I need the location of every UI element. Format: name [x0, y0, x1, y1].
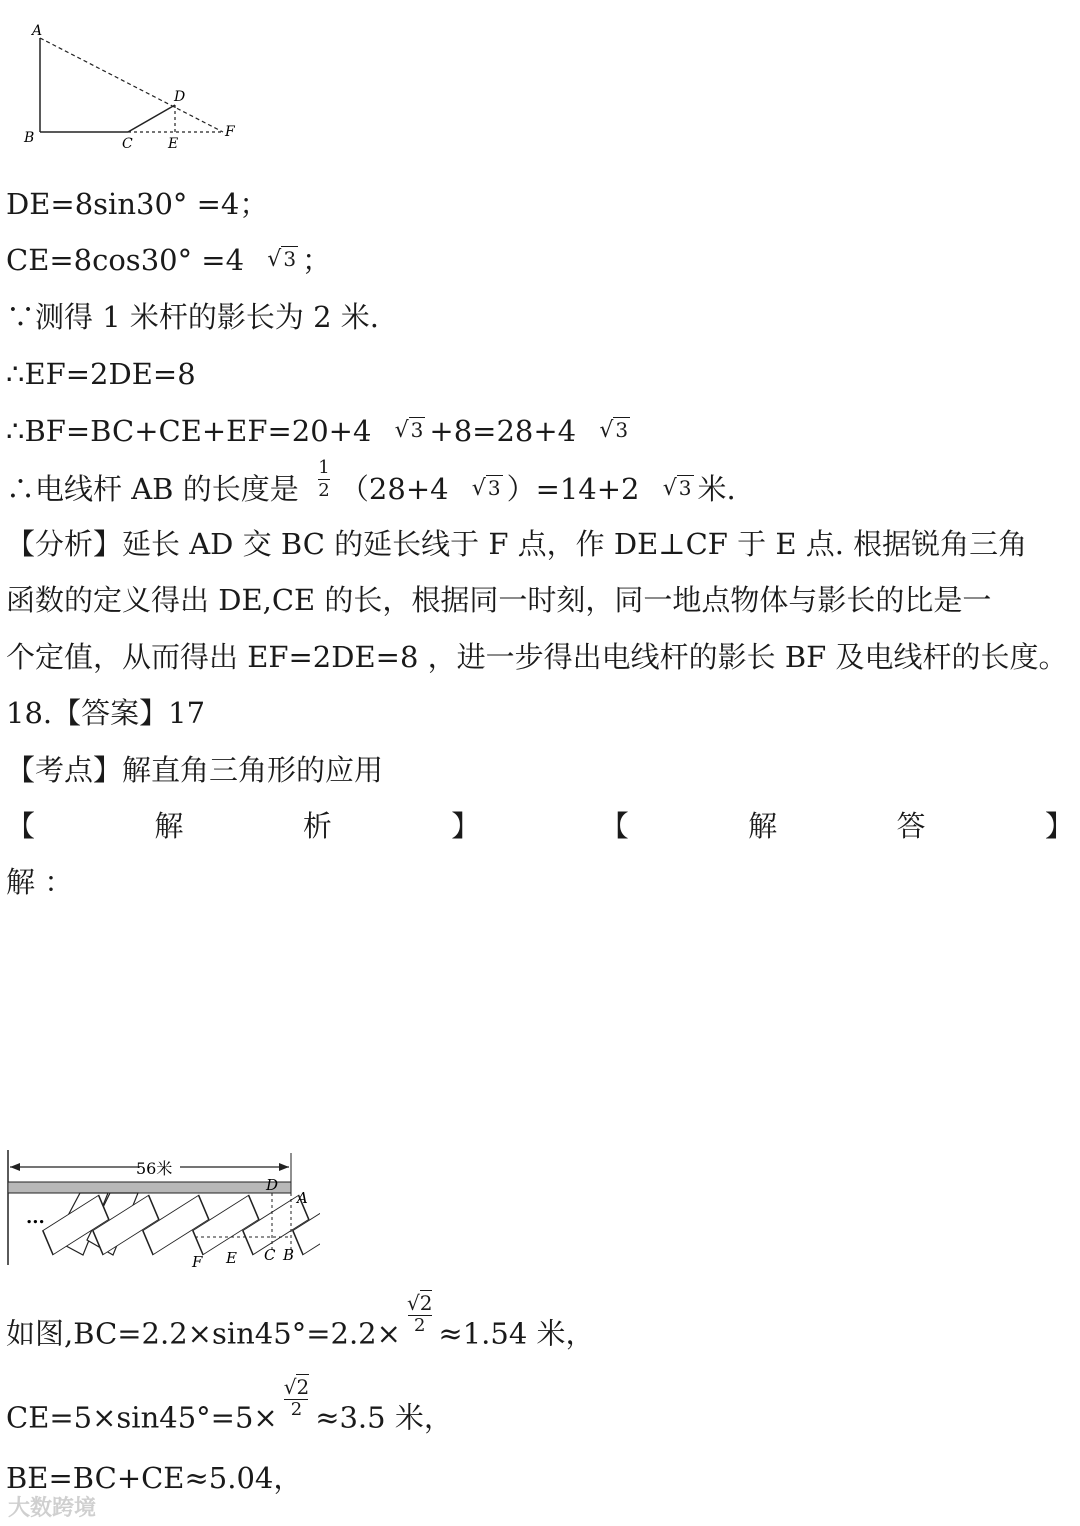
dots-label: ...	[26, 1207, 45, 1228]
sqrt-3: √ 3	[599, 418, 629, 443]
analysis-line-2: 函数的定义得出 DE,CE 的长，根据同一时刻，同一地点物体与影长的比是一	[6, 583, 992, 617]
label-D: D	[174, 89, 186, 105]
dimension-label: 56米	[136, 1159, 173, 1178]
label-B: B	[283, 1246, 295, 1264]
analysis-line-3: 个定值，从而得出 EF=2DE=8 ，进一步得出电线杆的影长 BF 及电线杆的长度。	[6, 640, 1068, 674]
figure-shadow-diagram	[18, 20, 248, 150]
label-F: F	[192, 1253, 203, 1270]
sqrt-3: √ 3	[267, 247, 297, 272]
line-be: BE=BC+CE≈5.04，	[6, 1461, 303, 1495]
label-A: A	[32, 23, 43, 39]
line-bc: 如图,BC=2.2×sin45°=2.2× $\frac{√2}{2}$ ≈1.54 米，	[6, 1291, 595, 1351]
label-E: E	[226, 1249, 237, 1267]
analysis-answer-header: 【 解 析 】 【 解 答 】	[6, 809, 1074, 843]
fraction-sqrt2-over-2: $\frac{√2}{2}$	[283, 1375, 310, 1420]
answer-18: 18.【答案】17	[6, 696, 206, 730]
label-D: D	[266, 1176, 279, 1194]
fraction-sqrt2-over-2: $\frac{√2}{2}$	[406, 1291, 433, 1336]
line-ef: ∴EF=2DE=8	[6, 357, 196, 391]
line-ab-length: ∴电线杆 AB 的长度是 $\frac{1}{2}$ （28+4 √ 3 ）=14+2 √ 3 米.	[6, 469, 736, 513]
topic-line: 【考点】解直角三角形的应用	[6, 753, 384, 787]
analysis-line-1: 【分析】延长 AD 交 BC 的延长线于 F 点，作 DE⊥CF 于 E 点. 根据锐角三角	[6, 527, 1028, 561]
label-C: C	[264, 1246, 276, 1264]
sqrt-3: √ 3	[662, 476, 692, 501]
solution-label: 解 ：	[6, 865, 74, 899]
label-F: F	[225, 124, 235, 140]
watermark: 大数跨境	[8, 1496, 97, 1521]
line-because: ∵测得 1 米杆的影长为 2 米.	[6, 300, 379, 334]
sqrt-3: √ 3	[394, 418, 424, 443]
label-C: C	[122, 136, 133, 150]
label-E: E	[168, 136, 179, 150]
figure-parking-diagram	[0, 1145, 320, 1270]
fraction-half: $\frac{1}{2}$	[318, 456, 330, 501]
label-A: A	[297, 1189, 308, 1207]
line-ce: CE=8cos30° =4 √ 3 ；	[6, 240, 331, 284]
line-de: DE=8sin30° =4；	[6, 187, 269, 221]
sqrt-3: √ 3	[471, 476, 501, 501]
line-bf: ∴BF=BC+CE+EF=20+4 √ 3 +8=28+4 √ 3	[6, 411, 634, 455]
line-ce-2: CE=5×sin45°=5× $\frac{√2}{2}$ ≈3.5 米，	[6, 1375, 453, 1435]
label-B: B	[24, 130, 35, 146]
